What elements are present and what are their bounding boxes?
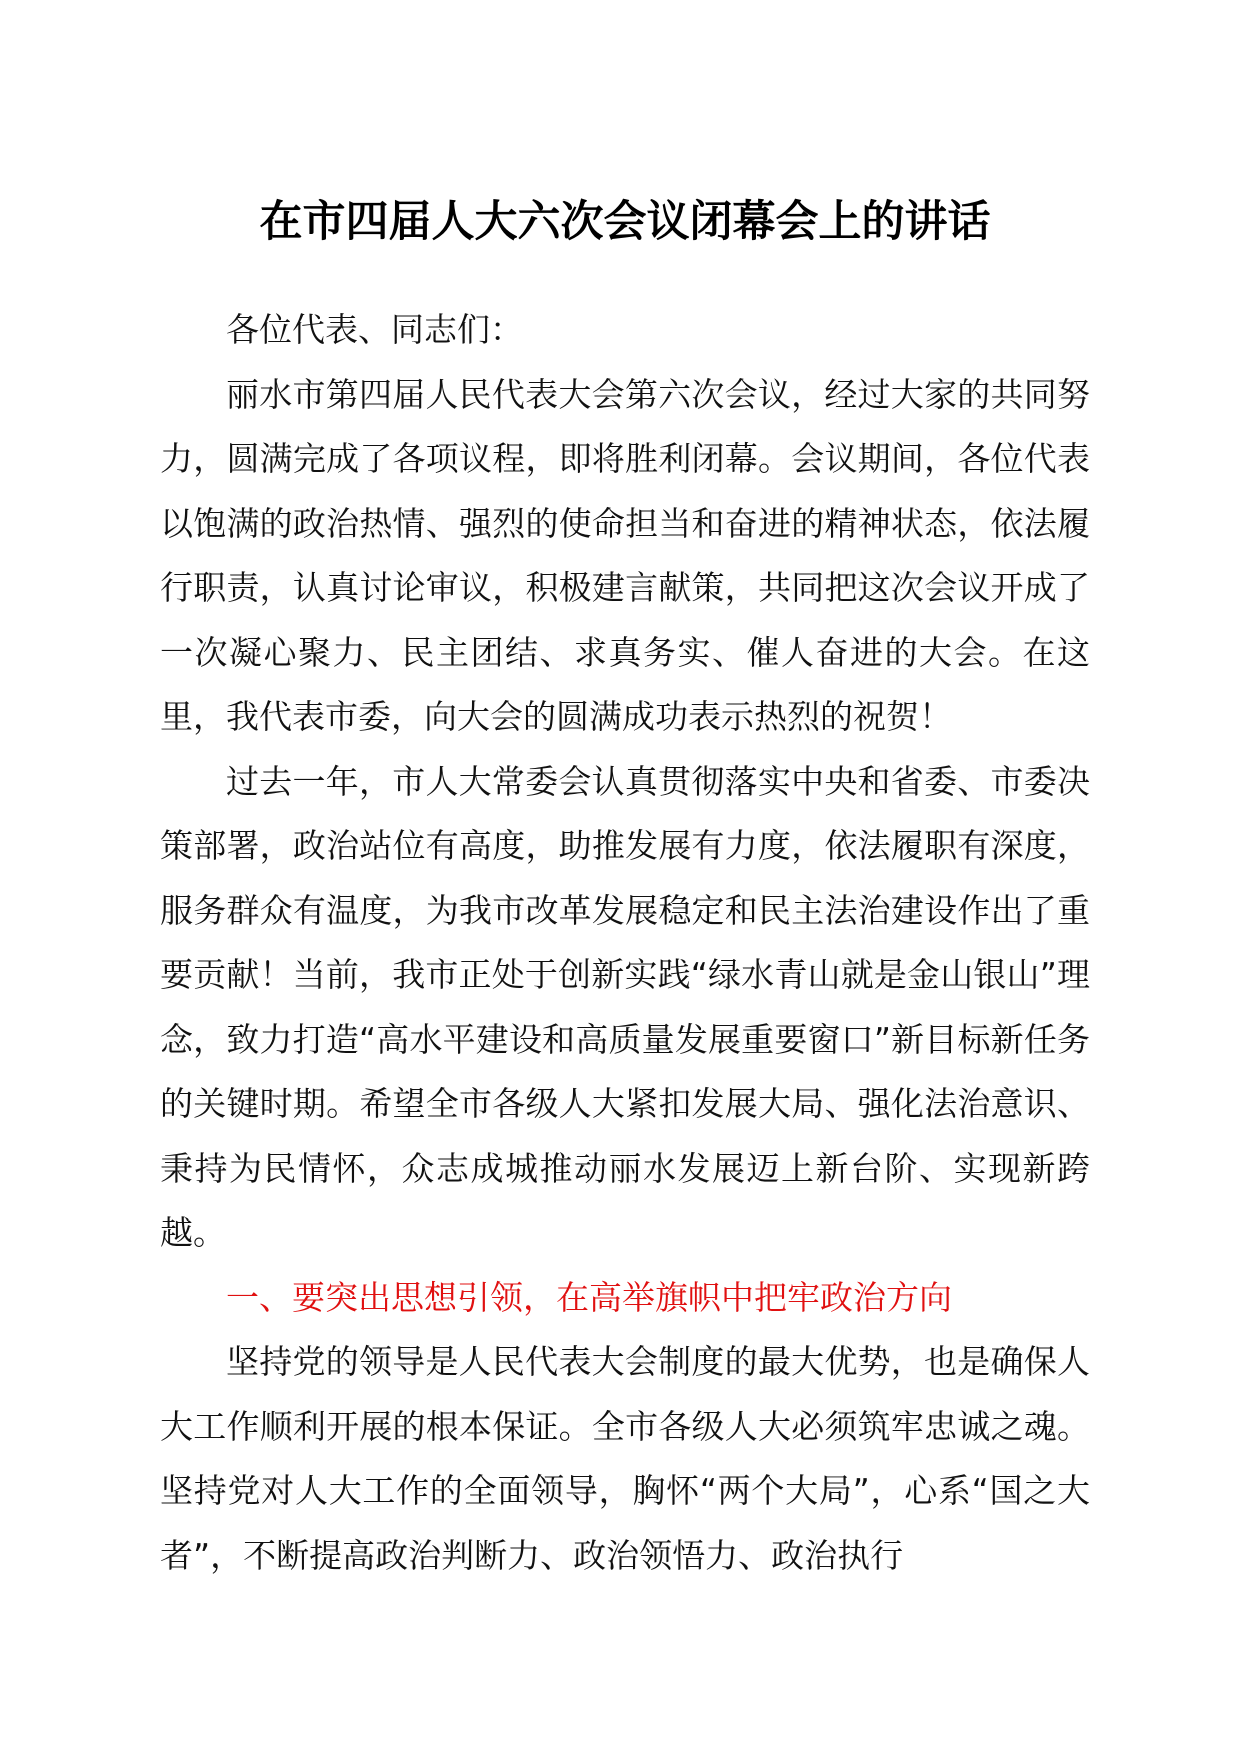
- salutation: 各位代表、同志们：: [226, 310, 523, 349]
- document-title: 在市四届人大六次会议闭幕会上的讲话: [259, 197, 991, 247]
- paragraph-section-one: 坚持党的领导是人民代表大会制度的最大优势，也是确保人大工作顺利开展的根本保证。全市各级人大必须筑牢忠诚之魂。坚持党对人大工作的全面领导，胸怀“两个大局”，心系“国之大者”，不断提高政治判断力、政治领悟力、政治执行: [160, 1342, 1090, 1575]
- section-heading: 一、要突出思想引领，在高举旗帜中把牢政治方向: [226, 1277, 952, 1317]
- document-body: [160, 192, 1090, 1588]
- paragraph-opening: 丽水市第四届人民代表大会第六次会议，经过大家的共同努力，圆满完成了各项议程，即将胜利闭幕。会议期间，各位代表以饱满的政治热情、强烈的使命担当和奋进的精神状态，依法履行职责，认真讨论审议，积极建言献策，共同把这次会议开成了一次凝心聚力、民主团结、求真务实、催人奋进的大会。在这里，我代表市委，向大会的圆满成功表示热烈的祝贺！: [160, 374, 1090, 736]
- paragraph-past-year: 过去一年，市人大常委会认真贯彻落实中央和省委、市委决策部署，政治站位有高度，助推发展有力度，依法履职有深度，服务群众有温度，为我市改革发展稳定和民主法治建设作出了重要贡献！当前，我市正处于创新实践“绿水青山就是金山银山”理念，致力打造“高水平建设和高质量发展重要窗口”新目标新任务的关键时期。希望全市各级人大紧扣发展大局、强化法治意识、秉持为民情怀，众志成城推动丽水发展迈上新台阶、实现新跨越。: [160, 761, 1090, 1252]
